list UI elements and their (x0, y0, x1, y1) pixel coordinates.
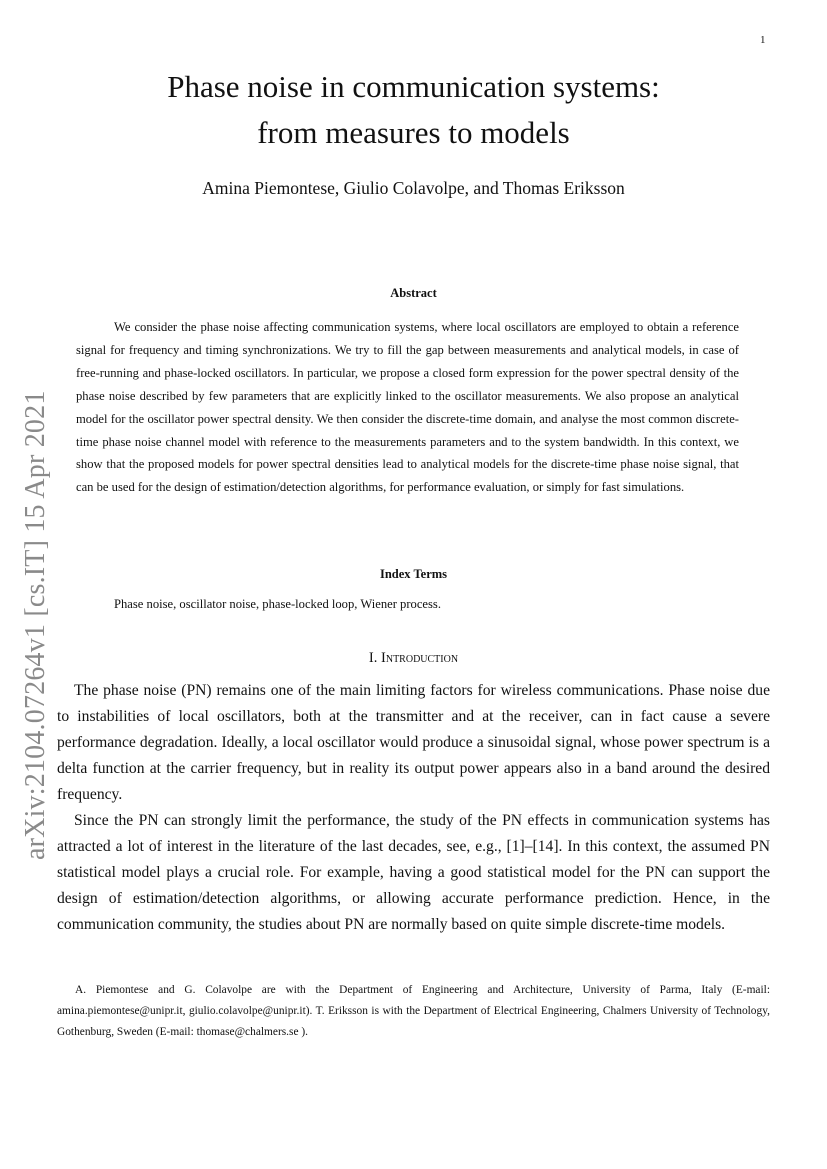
index-terms-body: Phase noise, oscillator noise, phase-locked loop, Wiener process. (114, 597, 441, 611)
paper-title (60, 64, 767, 156)
intro-paragraph-2: Since the PN can strongly limit the performance, the study of the PN effects in communication systems has attracted a lot of interest in the literature of the last decades, see, e.g., [1]–[14]. In this context, the assumed PN statistical model plays a crucial role. For example, having a good statistical model for the PN can support the design of estimation/detection algorithms, or allowing accurate performance prediction. Hence, in the communication community, the studies about PN are normally based on quite simple discrete-time models. (57, 812, 770, 933)
author-affiliation-footnote: A. Piemontese and G. Colavolpe are with the Department of Engineering and Architecture, University of Parma, Italy (E-mail: amina.piemontese@unipr.it, giulio.colavolpe@unipr.it). T. Eriksson is with the Department of Electrical Engineering, Chalmers University of Technology, Gothenburg, Sweden (E-mail: thomase@chalmers.se ). (57, 984, 770, 1038)
section-title: Introduction (381, 650, 459, 666)
abstract-heading: Abstract (390, 286, 437, 300)
section-number: I. (368, 650, 378, 666)
index-terms-heading: Index Terms (379, 567, 448, 581)
page-number: 1 (760, 34, 766, 46)
abstract-body: We consider the phase noise affecting communication systems, where local oscillators are employed to obtain a reference signal for frequency and timing synchronizations. We try to fill the gap between measurements and analytical models, in case of free-running and phase-locked oscillators. In particular, we propose a closed form expression for the power spectral density of the phase noise described by few parameters that are explicitly linked to the oscillator measurements. We also propose an analytical model for the oscillator power spectral density. We then consider the discrete-time domain, and analyse the most common discrete-time phase noise channel model with reference to the measurements parameters and to the system bandwidth. In this context, we show that the proposed models for power spectral densities lead to analytical models for the discrete-time phase noise signal, that can be used for the design of estimation/detection algorithms, for performance evaluation, or simply for fast simulations. (76, 320, 739, 495)
title-line-2: from measures to models (257, 115, 570, 150)
author-list: Amina Piemontese, Giulio Colavolpe, and Thomas Eriksson (202, 178, 625, 198)
intro-paragraph-1: The phase noise (PN) remains one of the main limiting factors for wireless communications. Phase noise due to instabilities of local oscillators, both at the transmitter and at the receiver, can in fact cause a severe performance degradation. Ideally, a local oscillator would produce a sinusoidal signal, whose power spectrum is a delta function at the carrier frequency, but in reality its output power appears also in a band around the desired frequency. (57, 682, 770, 803)
title-line-1: Phase noise in communication systems: (167, 69, 660, 104)
section-heading (60, 650, 767, 667)
arxiv-identifier: arXiv:2104.07264v1 [cs.IT] 15 Apr 2021 (20, 390, 51, 860)
